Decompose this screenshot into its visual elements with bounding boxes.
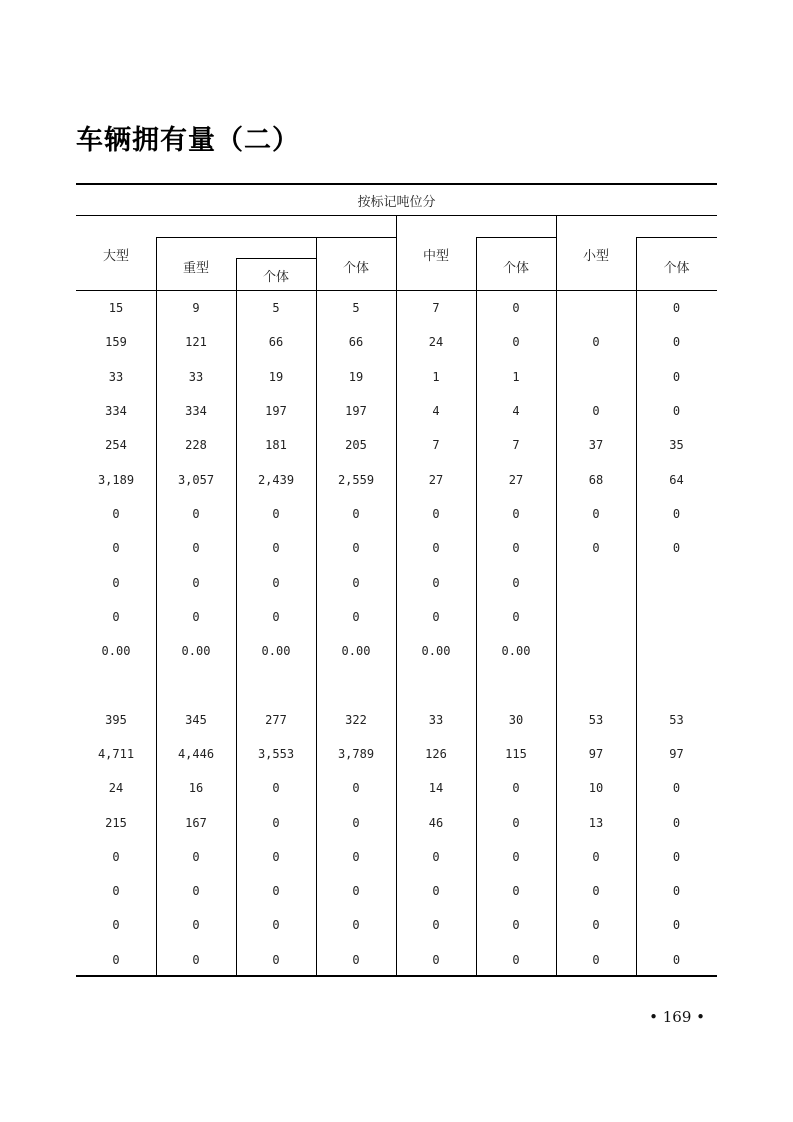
table-cell: 0 — [352, 952, 360, 967]
table-cell: 0 — [352, 815, 360, 830]
table-row — [76, 805, 717, 839]
table-cell: 0 — [512, 541, 520, 556]
table-row — [76, 428, 717, 462]
table-cell: 0 — [592, 884, 600, 899]
table-cell: 0 — [352, 884, 360, 899]
table-cell: 0 — [112, 575, 120, 590]
table-cell: 0 — [432, 884, 440, 899]
table-row — [76, 531, 717, 565]
table-cell: 53 — [588, 712, 604, 727]
table-row — [76, 634, 717, 668]
table-cell — [556, 565, 636, 599]
table-row — [76, 737, 717, 771]
table-cell: 0 — [432, 952, 440, 967]
table-cell: 0 — [512, 952, 520, 967]
table-cell: 0 — [672, 952, 681, 967]
table-cell: 0 — [272, 952, 280, 967]
table-cell: 0 — [352, 781, 360, 796]
table-cell: 0.00 — [501, 644, 531, 659]
table-cell: 3,789 — [337, 747, 375, 761]
table-cell: 0 — [192, 918, 200, 933]
table-cell: 0 — [672, 918, 681, 933]
table-cell: 4,446 — [177, 747, 215, 761]
table-cell: 0 — [432, 918, 440, 933]
table-cell: 0 — [272, 506, 280, 521]
table-cell: 0 — [672, 506, 681, 521]
table-row — [76, 668, 717, 702]
table-row — [76, 394, 717, 428]
table-cell: 0 — [272, 918, 280, 933]
table-cell: 27 — [508, 472, 524, 487]
table-cell: 0 — [592, 541, 600, 556]
table-row — [76, 600, 717, 634]
table-cell — [476, 668, 556, 702]
table-cell: 197 — [345, 404, 367, 419]
header-small: 小型 — [582, 249, 609, 264]
table-cell — [76, 668, 156, 702]
table-cell: 0 — [272, 541, 280, 556]
table-cell: 33 — [188, 369, 204, 384]
table-cell: 2,559 — [337, 472, 375, 487]
table-cell: 0 — [432, 575, 440, 590]
table-cell: 121 — [185, 335, 207, 350]
header-large-individual: 个体 — [342, 261, 369, 276]
table-row — [76, 703, 717, 737]
table-cell: 0 — [352, 918, 360, 933]
table-row — [76, 943, 717, 977]
table-cell: 0 — [192, 884, 200, 899]
table-cell: 0 — [352, 575, 360, 590]
table-cell — [636, 668, 717, 702]
table-cell — [636, 634, 717, 668]
table-cell: 0 — [592, 952, 600, 967]
table-cell: 15 — [108, 301, 124, 316]
header-divider-heavy-individual — [236, 258, 316, 259]
table-cell: 0.00 — [181, 644, 211, 659]
table-cell: 0.00 — [421, 644, 451, 659]
table-cell: 0 — [192, 609, 200, 624]
header-heavy-individual: 个体 — [262, 270, 289, 285]
table-cell: 0.00 — [341, 644, 371, 659]
table-cell: 19 — [348, 369, 364, 384]
table-cell: 53 — [669, 712, 684, 727]
table-cell: 197 — [265, 404, 287, 419]
table-row — [76, 565, 717, 599]
table-cell: 0 — [192, 575, 200, 590]
table-cell — [556, 291, 636, 325]
table-cell: 0 — [112, 849, 120, 864]
table-cell: 5 — [352, 301, 360, 316]
table-cell: 0 — [352, 849, 360, 864]
table-cell: 68 — [588, 472, 604, 487]
vehicle-table — [76, 183, 717, 977]
table-cell: 0 — [432, 609, 440, 624]
table-cell: 345 — [185, 712, 207, 727]
header-large: 大型 — [102, 249, 129, 264]
table-row — [76, 462, 717, 496]
table-cell: 9 — [192, 301, 200, 316]
table-cell: 0 — [672, 541, 681, 556]
table-cell: 1 — [432, 369, 440, 384]
table-cell: 35 — [669, 438, 684, 453]
table-cell: 0 — [432, 541, 440, 556]
table-cell: 33 — [428, 712, 444, 727]
table-cell: 5 — [272, 301, 280, 316]
table-cell: 4,711 — [97, 747, 135, 761]
table-cell: 0 — [512, 849, 520, 864]
table-top-rule — [76, 183, 717, 185]
table-cell: 205 — [345, 438, 367, 453]
table-cell: 0.00 — [101, 644, 131, 659]
header-small-individual: 个体 — [663, 261, 690, 276]
table-cell: 0 — [672, 815, 681, 830]
table-cell: 0 — [272, 781, 280, 796]
table-cell: 0 — [512, 609, 520, 624]
data-table-body — [76, 291, 717, 977]
table-cell: 0 — [192, 849, 200, 864]
table-cell: 0 — [272, 815, 280, 830]
table-cell: 33 — [108, 369, 124, 384]
header-medium-individual: 个体 — [502, 261, 529, 276]
table-cell: 97 — [669, 747, 684, 761]
table-cell: 0 — [512, 781, 520, 796]
table-cell: 181 — [265, 438, 287, 453]
table-cell: 0 — [272, 609, 280, 624]
table-row — [76, 771, 717, 805]
table-cell: 27 — [428, 472, 444, 487]
table-cell: 19 — [268, 369, 284, 384]
table-cell: 0 — [432, 849, 440, 864]
table-cell — [556, 634, 636, 668]
table-cell: 24 — [108, 781, 124, 796]
header-heavy: 重型 — [182, 261, 209, 276]
table-cell: 0 — [352, 541, 360, 556]
table-row — [76, 291, 717, 325]
table-cell: 334 — [105, 404, 127, 419]
table-cell: 0 — [192, 506, 200, 521]
table-cell: 66 — [268, 335, 284, 350]
table-row — [76, 908, 717, 942]
table-cell: 115 — [505, 747, 527, 761]
table-cell: 2,439 — [257, 472, 295, 487]
table-cell — [236, 668, 316, 702]
table-cell: 14 — [428, 781, 444, 796]
table-cell: 159 — [105, 335, 127, 350]
header-medium: 中型 — [422, 249, 449, 264]
table-cell: 254 — [105, 438, 127, 453]
table-cell: 0 — [272, 884, 280, 899]
table-cell: 7 — [432, 301, 440, 316]
table-cell: 0 — [192, 541, 200, 556]
header-divider-heavy — [156, 237, 396, 238]
table-cell: 64 — [669, 472, 684, 487]
table-cell: 0 — [432, 506, 440, 521]
table-cell: 126 — [425, 747, 447, 761]
table-cell — [156, 668, 236, 702]
table-cell: 0 — [672, 369, 681, 384]
table-cell: 334 — [185, 404, 207, 419]
table-cell: 0 — [512, 575, 520, 590]
table-cell: 0 — [592, 404, 600, 419]
table-cell: 0 — [672, 884, 681, 899]
page-number: • 169 • — [649, 1008, 705, 1026]
table-cell: 37 — [588, 438, 604, 453]
header-divider-small — [636, 237, 717, 238]
table-cell — [556, 668, 636, 702]
table-cell: 0 — [672, 781, 681, 796]
table-cell — [636, 600, 717, 634]
table-cell — [396, 668, 476, 702]
table-cell: 0 — [512, 335, 520, 350]
table-cell — [556, 600, 636, 634]
table-cell: 277 — [265, 712, 287, 727]
table-cell: 0 — [272, 849, 280, 864]
table-cell: 0 — [112, 952, 120, 967]
table-row — [76, 497, 717, 531]
table-cell: 3,553 — [257, 747, 295, 761]
table-cell: 0 — [672, 849, 681, 864]
table-row — [76, 360, 717, 394]
table-cell: 0 — [112, 884, 120, 899]
table-cell: 0 — [512, 918, 520, 933]
table-cell: 0 — [672, 301, 681, 316]
table-cell: 3,189 — [97, 472, 135, 487]
table-cell: 0 — [592, 506, 600, 521]
table-cell: 322 — [345, 712, 367, 727]
table-cell: 0 — [592, 335, 600, 350]
table-cell: 16 — [188, 781, 204, 796]
table-cell — [556, 360, 636, 394]
table-cell — [316, 668, 396, 702]
table-cell: 1 — [512, 369, 520, 384]
table-row — [76, 325, 717, 359]
table-cell: 0 — [112, 541, 120, 556]
table-cell: 4 — [512, 404, 520, 419]
table-row — [76, 840, 717, 874]
table-cell: 24 — [428, 335, 444, 350]
table-cell: 395 — [105, 712, 127, 727]
table-cell: 0.00 — [261, 644, 291, 659]
table-cell: 30 — [508, 712, 524, 727]
table-cell: 97 — [588, 747, 604, 761]
table-cell: 0 — [112, 506, 120, 521]
table-cell: 46 — [428, 815, 444, 830]
table-cell: 13 — [588, 815, 604, 830]
table-cell: 215 — [105, 815, 127, 830]
table-cell: 0 — [512, 815, 520, 830]
table-cell: 167 — [185, 815, 207, 830]
table-cell: 0 — [592, 918, 600, 933]
table-cell: 0 — [512, 506, 520, 521]
table-cell: 0 — [672, 404, 681, 419]
header-divider-medium — [476, 237, 556, 238]
table-cell: 228 — [185, 438, 207, 453]
table-cell: 0 — [112, 609, 120, 624]
table-cell: 0 — [352, 609, 360, 624]
table-cell: 0 — [272, 575, 280, 590]
table-cell: 0 — [592, 849, 600, 864]
table-row — [76, 874, 717, 908]
table-cell — [636, 565, 717, 599]
table-cell: 0 — [192, 952, 200, 967]
table-cell: 10 — [588, 781, 604, 796]
header-group-label: 按标记吨位分 — [357, 195, 436, 210]
table-cell: 66 — [348, 335, 364, 350]
table-cell: 0 — [112, 918, 120, 933]
table-cell: 3,057 — [177, 472, 215, 487]
table-cell: 0 — [352, 506, 360, 521]
table-cell: 0 — [512, 884, 520, 899]
page-title: 车辆拥有量（二） — [76, 125, 300, 156]
table-cell: 0 — [512, 301, 520, 316]
table-cell: 0 — [672, 335, 681, 350]
table-cell: 4 — [432, 404, 440, 419]
table-cell: 7 — [512, 438, 520, 453]
table-cell: 7 — [432, 438, 440, 453]
